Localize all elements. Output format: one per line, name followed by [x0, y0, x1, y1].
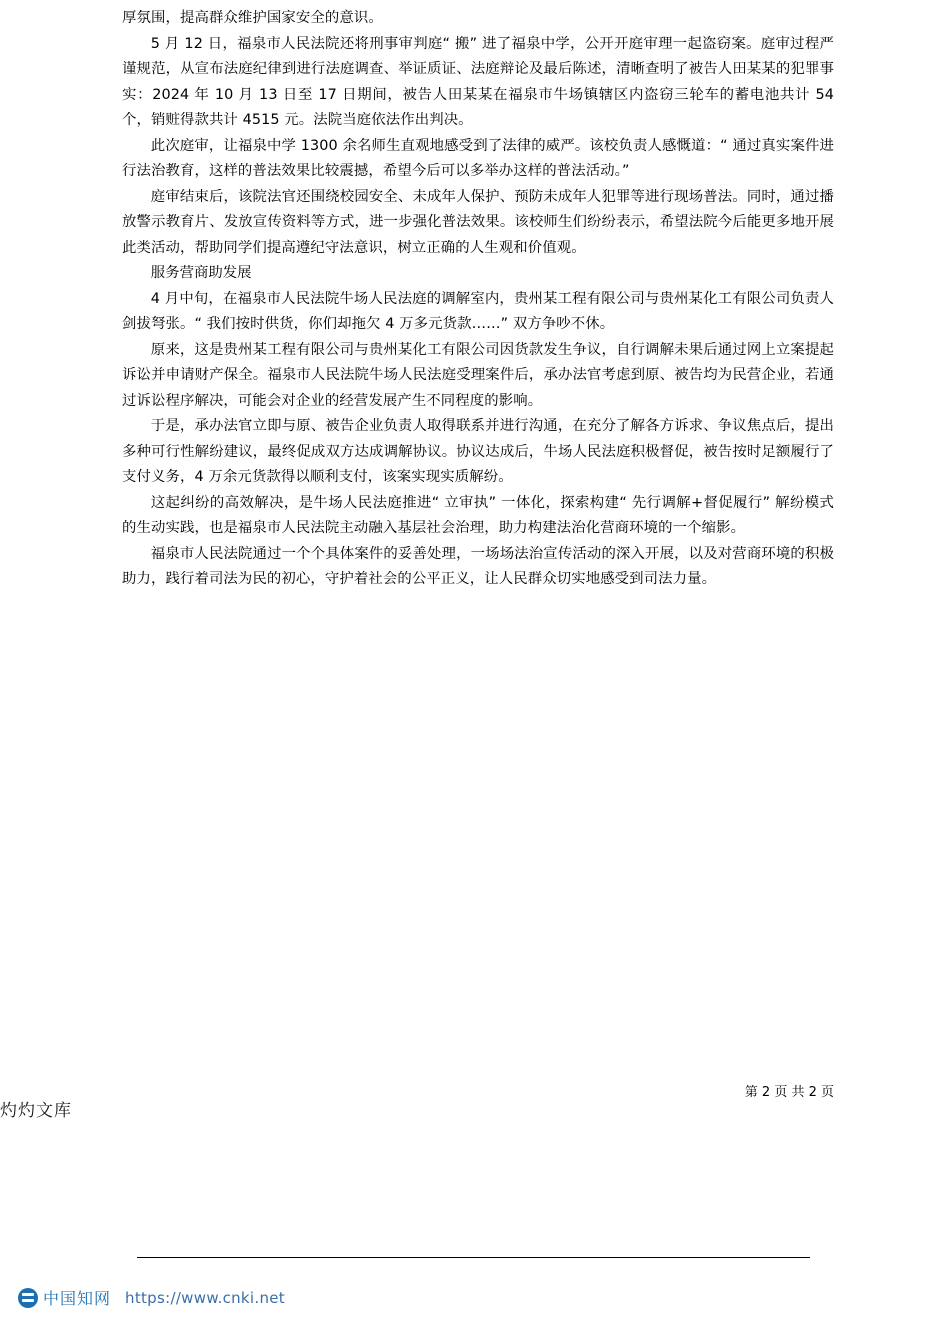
- page-number: 第 2 页 共 2 页: [744, 1085, 834, 1100]
- paragraph: 原来，这是贵州某工程有限公司与贵州某化工有限公司因货款发生争议，自行调解未果后通过网上立案提起诉讼并申请财产保全。福泉市人民法院牛场人民法庭受理案件后，承办法官考虑到原、被告均为民营企业，若通过诉讼程序解决，可能会对企业的经营发展产生不同程度的影响。: [122, 341, 834, 409]
- paragraph: 此次庭审，让福泉中学 1300 余名师生直观地感受到了法律的威严。该校负责人感慨道：“ 通过真实案件进行法治教育，这样的普法效果比较震撼，希望今后可以多举办这样的普法活动。”: [122, 137, 834, 179]
- paragraph: 4 月中旬，在福泉市人民法院牛场人民法庭的调解室内，贵州某工程有限公司与贵州某化工有限公司负责人剑拔弩张。“ 我们按时供货，你们却拖欠 4 万多元货款……” 双方争吵不休。: [122, 290, 834, 332]
- section-heading: 服务营商助发展: [150, 265, 252, 281]
- paragraph: 厚氛围，提高群众维护国家安全的意识。: [122, 10, 383, 26]
- footer-divider: [137, 1257, 810, 1258]
- cnki-url-link[interactable]: https://www.cnki.net: [125, 1288, 285, 1307]
- paragraph: 福泉市人民法院通过一个个具体案件的妥善处理，一场场法治宣传活动的深入开展，以及对营商环境的积极助力，践行着司法为民的初心，守护着社会的公平正义，让人民群众切实地感受到司法力量。: [122, 545, 834, 587]
- watermark: 灼灼文库: [0, 1101, 72, 1121]
- paragraph: 庭审结束后，该院法官还围绕校园安全、未成年人保护、预防未成年人犯罪等进行现场普法。同时，通过播放警示教育片、发放宣传资料等方式，进一步强化普法效果。该校师生们纷纷表示，希望法院今后能更多地开展此类活动，帮助同学们提高遵纪守法意识，树立正确的人生观和价值观。: [122, 188, 834, 256]
- paragraph: 5 月 12 日，福泉市人民法院还将刑事审判庭“ 搬” 进了福泉中学，公开开庭审理一起盗窃案。庭审过程严谨规范，从宣布法庭纪律到进行法庭调查、举证质证、法庭辩论及最后陈述，清晰查明了被告人田某某的犯罪事实：2024 年 10 月 13 日至 17 日期间，被告人田某某在福泉市牛场镇辖区内盗窃三轮车的蓄电池共计 54 个，销赃得款共计 4515 元。法院当庭依法作出判决。: [122, 35, 834, 128]
- cnki-logo-label: 中国知网: [43, 1289, 112, 1308]
- footer-bar: [18, 1286, 285, 1309]
- paragraph: 于是，承办法官立即与原、被告企业负责人取得联系并进行沟通，在充分了解各方诉求、争议焦点后，提出多种可行性解纷建议，最终促成双方达成调解协议。协议达成后，牛场人民法庭积极督促，被告按时足额履行了支付义务，4 万余元货款得以顺利支付，该案实现实质解纷。: [122, 418, 834, 485]
- cnki-logo: [18, 1286, 111, 1309]
- cnki-logo-icon: [18, 1288, 38, 1308]
- document-body: [122, 6, 834, 593]
- paragraph: 这起纠纷的高效解决，是牛场人民法庭推进“ 立审执” 一体化，探索构建“ 先行调解+督促履行” 解纷模式的生动实践，也是福泉市人民法院主动融入基层社会治理，助力构建法治化营商环境的一个缩影。: [122, 494, 834, 536]
